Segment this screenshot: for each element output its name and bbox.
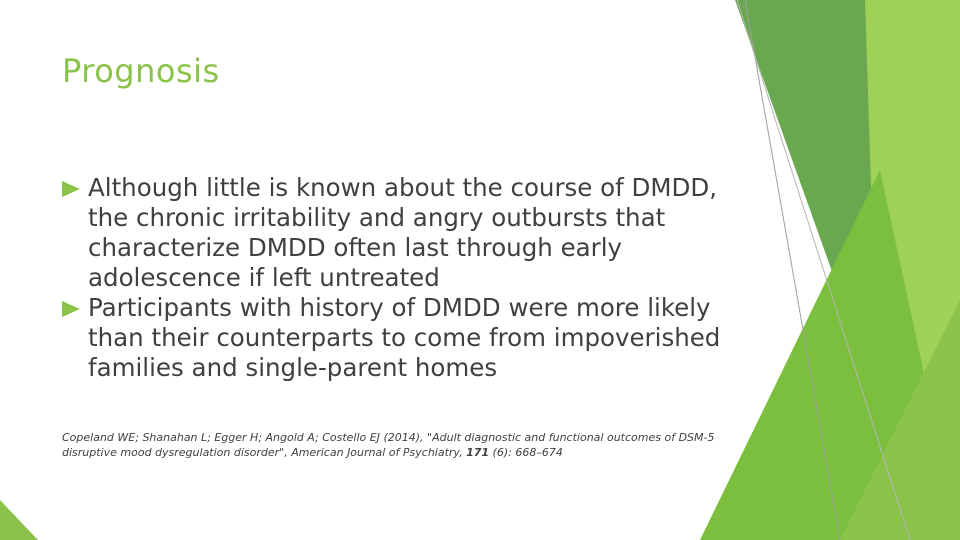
left-corner-triangle — [0, 500, 38, 540]
citation-text: Copeland WE; Shanahan L; Egger H; Angold A; Costello EJ (2014), "Adult diagnostic and functional outcomes of DSM-5 disruptive mood dysregulation disorder", American Journal of Psychiatry, — [62, 431, 715, 459]
bullet-text: Participants with history of DMDD were more likely than their counterparts to come from impoverished families and single-parent homes — [88, 293, 721, 382]
bullet-item — [62, 293, 722, 383]
citation-volume: 171 — [466, 445, 490, 459]
bullet-item — [62, 173, 722, 293]
citation — [62, 431, 732, 460]
citation-pages: (6): 668–674 — [489, 445, 563, 459]
bullet-list — [62, 173, 722, 383]
bullet-text: Although little is known about the course of DMDD, the chronic irritability and angry outbursts that characterize DMDD often last through early adolescence if left untreated — [88, 173, 718, 292]
slide-title: Prognosis — [62, 52, 220, 90]
triangle-right-icon — [62, 301, 80, 317]
triangle-right-icon — [62, 181, 80, 197]
